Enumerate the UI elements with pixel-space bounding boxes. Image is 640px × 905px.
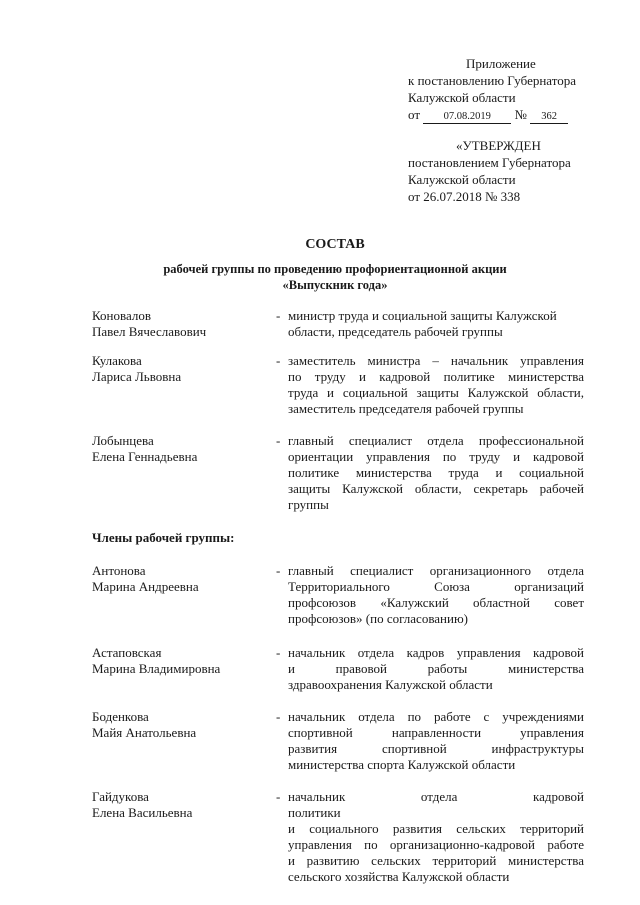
member-role: [288, 789, 584, 885]
member-name: [92, 709, 262, 741]
member-surname: Астаповская: [92, 645, 162, 660]
role-line: заместитель министра – начальник управления: [288, 353, 584, 368]
appendix-date-line: [408, 106, 576, 124]
separator-dash: -: [276, 433, 281, 448]
separator-dash: -: [276, 709, 281, 724]
role-line: и развитию сельских территорий министерства: [288, 853, 584, 868]
member-role: [288, 433, 584, 513]
role-line: спортивной направленности управления: [288, 725, 584, 740]
approved-date-line: от 26.07.2018 № 338: [408, 189, 521, 204]
role-line: главный специалист организационного отдела: [288, 563, 584, 578]
title-main: СОСТАВ: [305, 237, 365, 252]
role-line: области, председатель рабочей группы: [288, 324, 503, 339]
member-role: [288, 308, 584, 340]
role-line: начальник отдела по работе с учреждениями: [288, 709, 584, 724]
role-line: министр труда и социальной защиты Калужской: [288, 308, 557, 323]
approved-decree-line: постановлением Губернатора: [408, 155, 571, 170]
member-name: [92, 353, 262, 385]
appendix-label: Приложение: [466, 56, 536, 71]
decree-date: 07.08.2019: [423, 110, 511, 124]
role-line: профсоюзов «Калужский областной совет: [288, 595, 584, 610]
separator-dash: -: [276, 789, 281, 804]
role-line: защиты Калужской области, секретарь рабочей: [288, 481, 584, 496]
separator-dash: -: [276, 308, 281, 323]
role-line: группы: [288, 497, 329, 512]
role-line: развития спортивной инфраструктуры: [288, 741, 584, 756]
member-surname: Гайдукова: [92, 789, 149, 804]
role-line: заместитель председателя рабочей группы: [288, 401, 524, 416]
approved-block: [408, 137, 571, 205]
member-name: [92, 789, 262, 821]
member-name: [92, 645, 262, 677]
document-title: [0, 236, 640, 293]
member-given-names: Марина Андреевна: [92, 579, 199, 594]
member-surname: Коновалов: [92, 308, 151, 323]
member-surname: Кулакова: [92, 353, 142, 368]
role-line: политике министерства труда и социальной: [288, 465, 584, 480]
members-heading: Члены рабочей группы:: [92, 530, 235, 545]
member-role: [288, 563, 584, 627]
member-role: [288, 709, 584, 773]
member-given-names: Лариса Львовна: [92, 369, 182, 384]
member-name: [92, 308, 262, 340]
approved-region-line: Калужской области: [408, 172, 516, 187]
member-role: [288, 645, 584, 693]
approved-label: «УТВЕРЖДЕН: [456, 138, 541, 153]
separator-dash: -: [276, 645, 281, 660]
role-line: главный специалист отдела профессиональной: [288, 433, 584, 448]
member-role: [288, 353, 584, 417]
appendix-region-line: Калужской области: [408, 90, 516, 105]
appendix-header: [408, 55, 576, 124]
role-line: министерства спорта Калужской области: [288, 757, 516, 772]
role-line: труда и социальной защиты Калужской области,: [288, 385, 584, 400]
role-line: и социального развития сельских территорий: [288, 821, 584, 836]
member-surname: Боденкова: [92, 709, 149, 724]
member-given-names: Павел Вячеславович: [92, 324, 207, 339]
member-surname: Антонова: [92, 563, 146, 578]
member-given-names: Майя Анатольевна: [92, 725, 197, 740]
date-prefix: от: [408, 107, 421, 122]
separator-dash: -: [276, 563, 281, 578]
role-line: сельского хозяйства Калужской области: [288, 869, 510, 884]
member-given-names: Елена Геннадьевна: [92, 449, 198, 464]
title-subtitle-2: «Выпускник года»: [282, 278, 388, 292]
separator-dash: -: [276, 353, 281, 368]
role-line: здравоохранения Калужской области: [288, 677, 493, 692]
title-subtitle-1: рабочей группы по проведению профориентационной акции: [163, 262, 507, 276]
role-line: профсоюзов» (по согласованию): [288, 611, 469, 626]
role-line: начальник отдела кадровой политики: [288, 789, 584, 820]
role-line: Территориального Союза организаций: [288, 579, 584, 594]
member-name: [92, 433, 262, 465]
role-line: ориентации управления по труду и кадровой: [288, 449, 584, 464]
member-given-names: Елена Васильевна: [92, 805, 193, 820]
member-name: [92, 563, 262, 595]
role-line: и правовой работы министерства: [288, 661, 584, 676]
member-surname: Лобынцева: [92, 433, 154, 448]
number-prefix: №: [514, 107, 527, 122]
role-line: по труду и кадровой политике министерства: [288, 369, 584, 384]
member-given-names: Марина Владимировна: [92, 661, 221, 676]
role-line: начальник отдела кадров управления кадровой: [288, 645, 584, 660]
role-line: управления по организационно-кадровой работе: [288, 837, 584, 852]
decree-number: 362: [530, 110, 568, 124]
appendix-decree-line: к постановлению Губернатора: [408, 73, 577, 88]
